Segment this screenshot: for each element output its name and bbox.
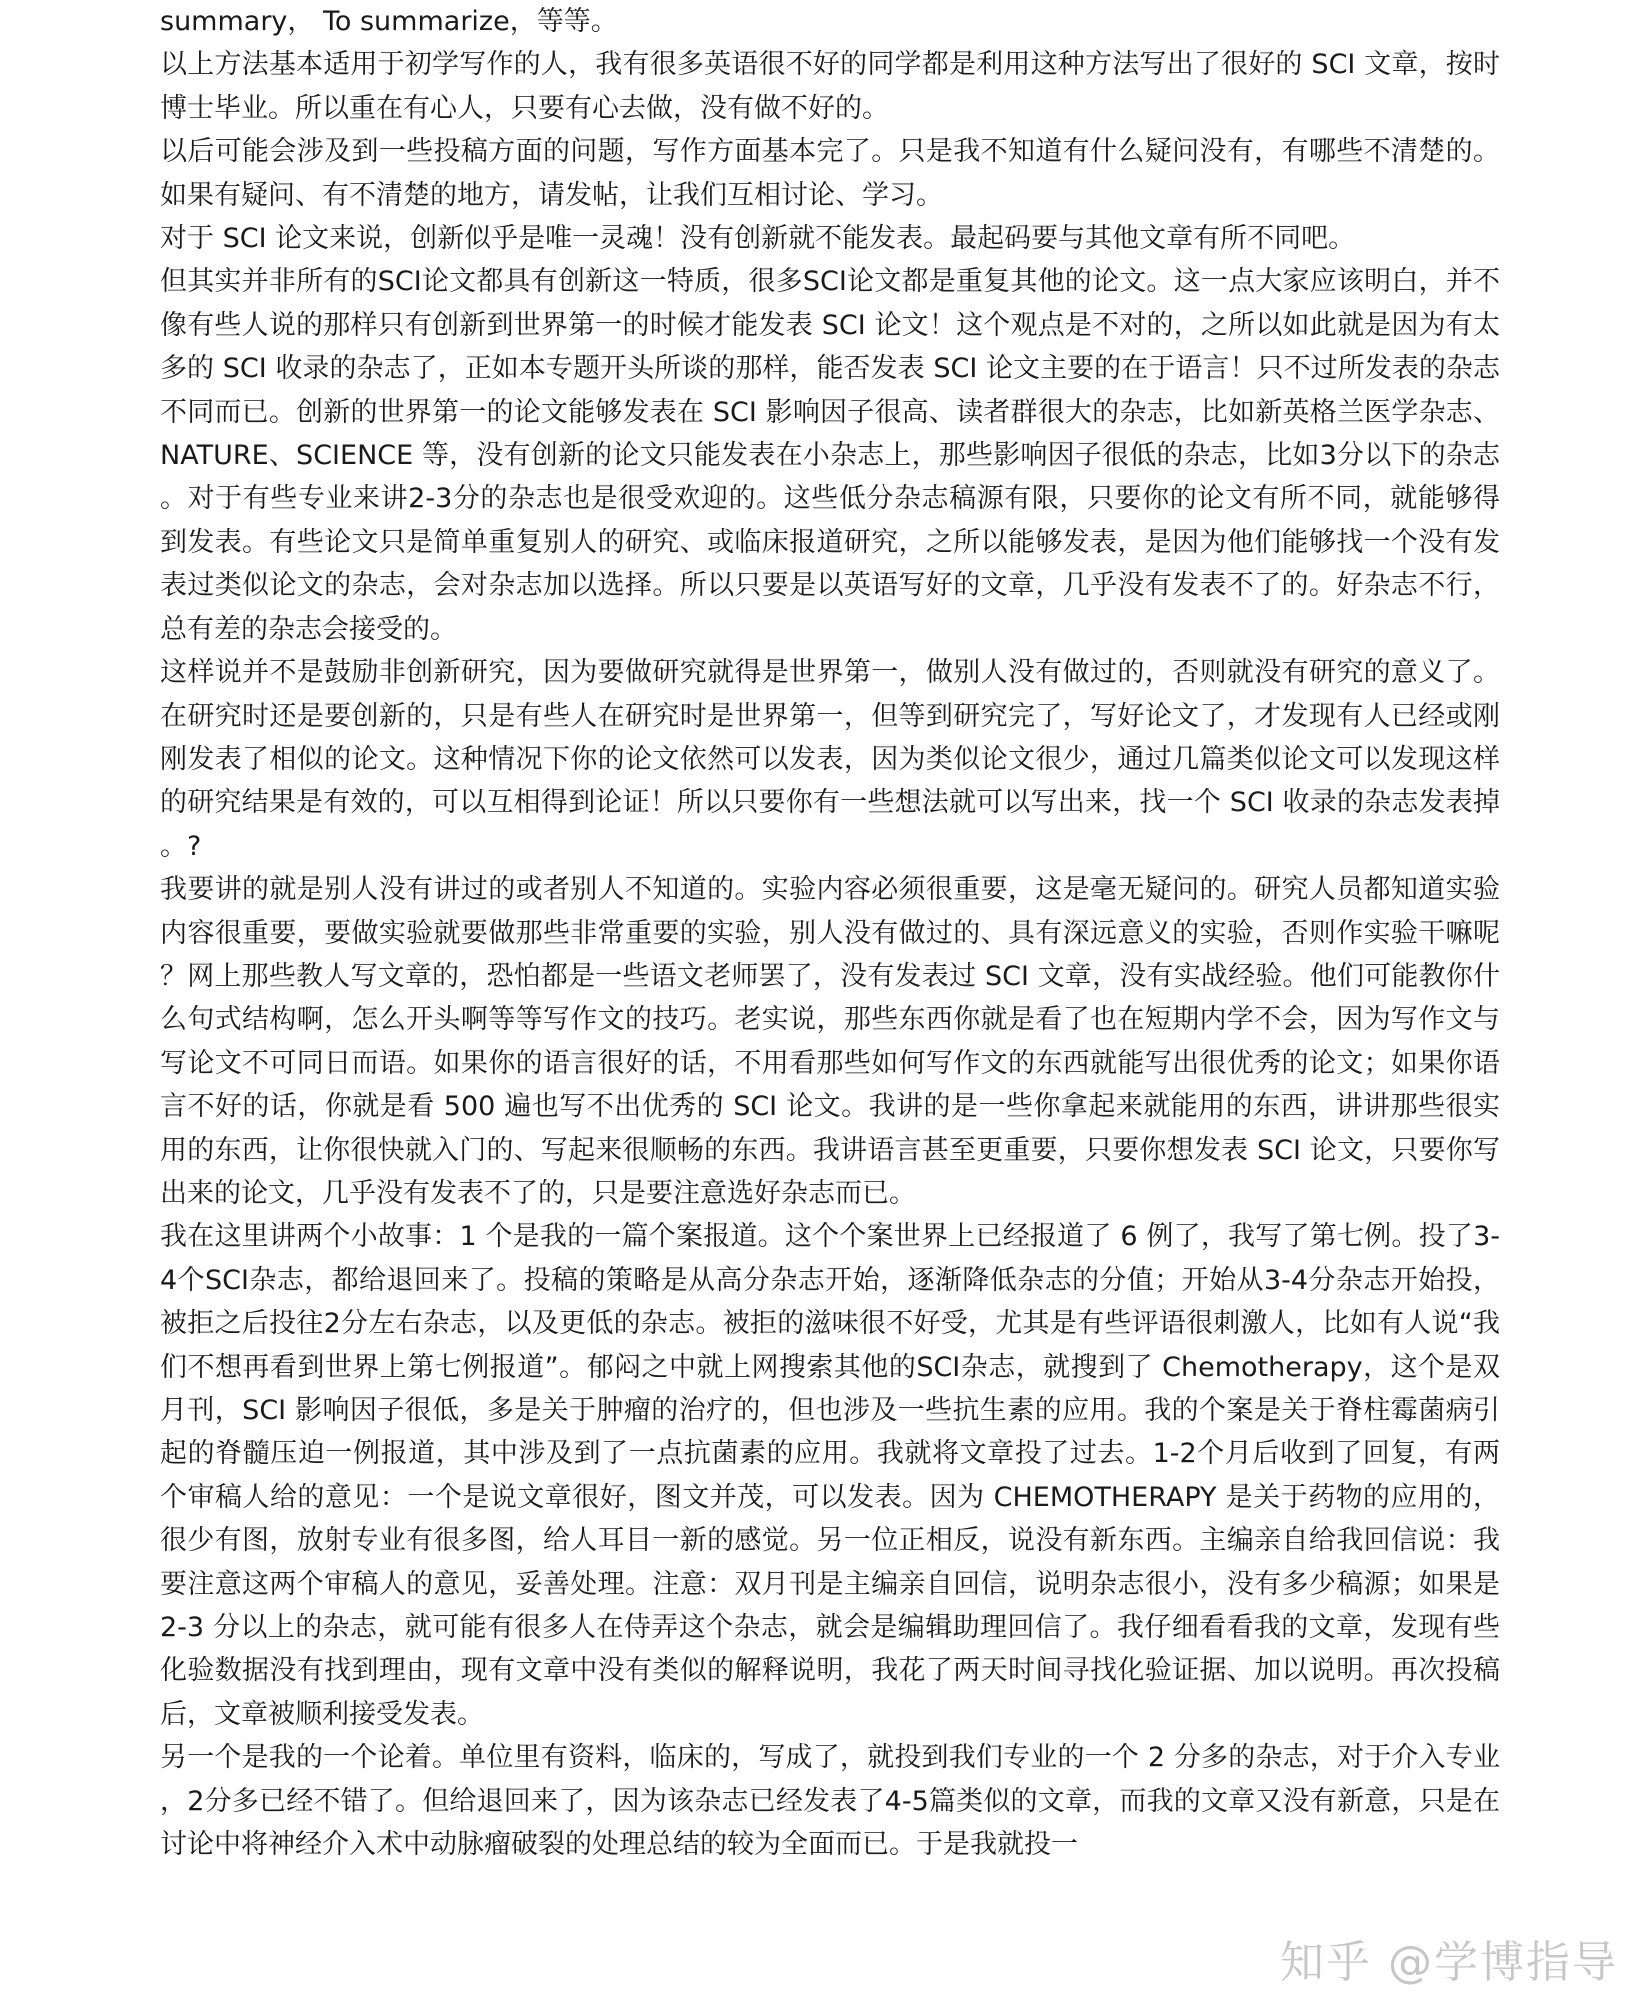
paragraph-1: summary， To summarize，等等。 (160, 6, 618, 37)
paragraph-5: 但其实并非所有的SCI论文都具有创新这一特质，很多SCI论文都是重复其他的论文。这一点大家应该明白，并不像有些人说的那样只有创新到世界第一的时候才能发表 SCI 论文！这个观点是不对的，之所以如此就是因为有太多的 SCI 收录的杂志了，正如本专题开头所谈的那样，能否发表 SCI 论文主要的在于语言！只不过所发表的杂志不同而已。创新的世界第一的论文能够发表在 SCI 影响因子很高、读者群很大的杂志，比如新英格兰医学杂志、NATURE、SCIENCE 等，没有创新的论文只能发表在小杂志上，那些影响因子很低的杂志，比如3分以下的杂志。对于有些专业来讲2-3分的杂志也是很受欢迎的。这些低分杂志稿源有限，只要你的论文有所不同，就能够得到发表。有些论文只是简单重复别人的研究、或临床报道研究，之所以能够发表，是因为他们能够找一个没有发表过类似论文的杂志，会对杂志加以选择。所以只要是以英语写好的文章，几乎没有发表不了的。好杂志不行，总有差的杂志会接受的。 (160, 266, 1500, 645)
paragraph-3: 以后可能会涉及到一些投稿方面的问题，写作方面基本完了。只是我不知道有什么疑问没有，有哪些不清楚的。如果有疑问、有不清楚的地方，请发帖，让我们互相讨论、学习。 (160, 136, 1500, 211)
paragraph-8: 我在这里讲两个小故事：1 个是我的一篇个案报道。这个个案世界上已经报道了 6 例了，我写了第七例。投了3-4个SCI杂志，都给退回来了。投稿的策略是从高分杂志开始，逐渐降低杂志的分值；开始从3-4分杂志开始投，被拒之后投往2分左右杂志，以及更低的杂志。被拒的滋味很不好受，尤其是有些评语很刺激人，比如有人说“我们不想再看到世界上第七例报道”。郁闷之中就上网搜索其他的SCI杂志，就搜到了 Chemotherapy，这个是双月刊，SCI 影响因子很低，多是关于肿瘤的治疗的，但也涉及一些抗生素的应用。我的个案是关于脊柱霉菌病引起的脊髓压迫一例报道，其中涉及到了一点抗菌素的应用。我就将文章投了过去。1-2个月后收到了回复，有两个审稿人给的意见：一个是说文章很好，图文并茂，可以发表。因为 CHEMOTHERAPY 是关于药物的应用的，很少有图，放射专业有很多图，给人耳目一新的感觉。另一位正相反，说没有新东西。主编亲自给我回信说：我要注意这两个审稿人的意见，妥善处理。注意：双月刊是主编亲自回信，说明杂志很小，没有多少稿源；如果是 2-3 分以上的杂志，就可能有很多人在侍弄这个杂志，就会是编辑助理回信了。我仔细看看我的文章，发现有些化验数据没有找到理由，现有文章中没有类似的解释说明，我花了两天时间寻找化验证据、加以说明。再次投稿后，文章被顺利接受发表。 (160, 1221, 1500, 1730)
paragraph-6: 这样说并不是鼓励非创新研究，因为要做研究就得是世界第一，做别人没有做过的，否则就没有研究的意义了。在研究时还是要创新的，只是有些人在研究时是世界第一，但等到研究完了，写好论文了，才发现有人已经或刚刚发表了相似的论文。这种情况下你的论文依然可以发表，因为类似论文很少，通过几篇类似论文可以发现这样的研究结果是有效的，可以互相得到论证！所以只要你有一些想法就可以写出来，找一个 SCI 收录的杂志发表掉。? (160, 657, 1500, 862)
paragraph-7: 我要讲的就是别人没有讲过的或者别人不知道的。实验内容必须很重要，这是毫无疑问的。研究人员都知道实验内容很重要，要做实验就要做那些非常重要的实验，别人没有做过的、具有深远意义的实验，否则作实验干嘛呢？网上那些教人写文章的，恐怕都是一些语文老师罢了，没有发表过 SCI 文章，没有实战经验。他们可能教你什么句式结构啊，怎么开头啊等等写作文的技巧。老实说，那些东西你就是看了也在短期内学不会，因为写作文与写论文不可同日而语。如果你的语言很好的话，不用看那些如何写作文的东西就能写出很优秀的论文；如果你语言不好的话，你就是看 500 遍也写不出优秀的 SCI 论文。我讲的是一些你拿起来就能用的东西，讲讲那些很实用的东西，让你很快就入门的、写起来很顺畅的东西。我讲语言甚至更重要，只要你想发表 SCI 论文，只要你写出来的论文，几乎没有发表不了的，只是要注意选好杂志而已。 (160, 874, 1500, 1209)
zhihu-watermark: 知乎 @学博指导 (1280, 1937, 1618, 1988)
paragraph-9: 另一个是我的一个论着。单位里有资料，临床的，写成了，就投到我们专业的一个 2 分多的杂志，对于介入专业，2分多已经不错了。但给退回来了，因为该杂志已经发表了4-5篇类似的文章，而我的文章又没有新意，只是在讨论中将神经介入术中动脉瘤破裂的处理总结的较为全面而已。于是我就投一 (160, 1742, 1500, 1861)
paragraph-4: 对于 SCI 论文来说，创新似乎是唯一灵魂！没有创新就不能发表。最起码要与其他文章有所不同吧。 (160, 223, 1356, 255)
document-page (160, 0, 1500, 1997)
paragraph-2: 以上方法基本适用于初学写作的人，我有很多英语很不好的同学都是利用这种方法写出了很好的 SCI 文章，按时博士毕业。所以重在有心人，只要有心去做，没有做不好的。 (160, 49, 1500, 124)
